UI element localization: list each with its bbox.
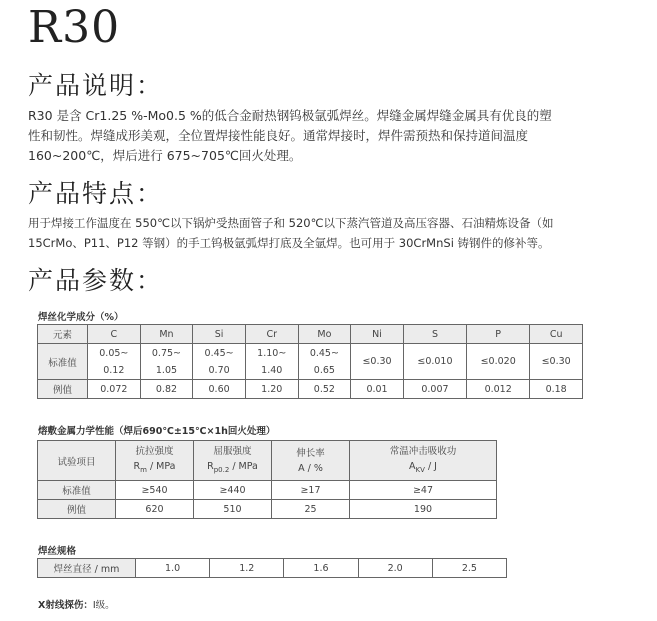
table-cell: ≤0.020 (467, 344, 530, 380)
chemistry-header-row (38, 325, 583, 344)
mechanics-std-row (38, 481, 497, 500)
description-line: 性和韧性。焊缝成形美观，全位置焊接性能良好。通常焊接时，焊件需预热和保持道间温度 (28, 128, 529, 143)
table-cell: Si (193, 325, 246, 344)
spec-row (38, 559, 507, 578)
cell-line: 0.65 (313, 364, 335, 376)
description-heading: 产品说明： (28, 71, 164, 100)
header-name: 屈服强度 (213, 445, 252, 457)
mechanics-table (37, 440, 497, 519)
table-cell: 0.82 (140, 380, 193, 399)
header-unit: A / % (298, 462, 323, 474)
cell-line: 0.45~ (204, 347, 234, 359)
table-cell (272, 441, 350, 481)
table-cell (245, 344, 298, 380)
table-cell (194, 441, 272, 481)
table-cell: ≥47 (350, 481, 497, 500)
table-cell: 1.0 (136, 559, 210, 578)
table-cell: P (467, 325, 530, 344)
header-name: 伸长率 (296, 447, 325, 459)
table-cell: 0.01 (351, 380, 404, 399)
chemistry-example-row (38, 380, 583, 399)
table-cell (298, 344, 351, 380)
product-title: R30 (28, 2, 121, 53)
table-cell: Mo (298, 325, 351, 344)
cell-line: 1.05 (155, 364, 178, 376)
spec-table (37, 558, 507, 578)
spec-title: 焊丝规格 (38, 546, 77, 557)
cell-line: 0.70 (208, 364, 230, 376)
chemistry-std-row (38, 344, 583, 380)
table-cell: Cu (530, 325, 583, 344)
table-cell: 620 (116, 500, 194, 519)
chemistry-table (37, 324, 583, 399)
header-unit: $R_{p0.2}$ / MPa (207, 460, 258, 474)
table-cell: Cr (245, 325, 298, 344)
table-cell: 2.5 (432, 559, 506, 578)
table-cell: 焊丝直径 / mm (38, 559, 136, 578)
table-cell: Ni (351, 325, 404, 344)
table-cell: 标准值 (38, 481, 116, 500)
table-cell (116, 441, 194, 481)
table-cell: S (403, 325, 466, 344)
xray-note (38, 597, 115, 611)
table-cell: 0.072 (88, 380, 141, 399)
header-name: 抗拉强度 (135, 445, 174, 457)
table-cell: 标准值 (38, 344, 88, 380)
table-cell: ≥17 (272, 481, 350, 500)
table-cell: 试验项目 (38, 441, 116, 481)
cell-line: 0.75~ (151, 347, 182, 359)
cell-line: 0.05~ (99, 347, 129, 359)
table-cell: 0.007 (403, 380, 466, 399)
chemistry-title: 焊丝化学成分（%） (38, 312, 124, 323)
mechanics-title: 熔敷金属力学性能（焊后690℃±15℃×1h回火处理） (38, 426, 276, 437)
table-cell: 510 (194, 500, 272, 519)
table-cell: 190 (350, 500, 497, 519)
mechanics-example-row (38, 500, 497, 519)
xray-label: X射线探伤： (38, 600, 93, 611)
table-cell: 0.52 (298, 380, 351, 399)
xray-value: Ⅰ级。 (92, 600, 115, 611)
table-cell: C (88, 325, 141, 344)
table-cell: ≤0.30 (351, 344, 404, 380)
features-line: 15CrMo、P11、P12 等钢）的手工钨极氩弧焊打底及全氩焊。也可用于 30CrMnSi 铸钢件的修补等。 (28, 236, 550, 250)
header-unit: $A_{KV}$ / J (409, 460, 437, 474)
mechanics-header-row (38, 441, 497, 481)
description-text (28, 106, 638, 166)
table-cell: ≥440 (194, 481, 272, 500)
table-cell: 0.18 (530, 380, 583, 399)
table-cell (350, 441, 497, 481)
table-cell (193, 344, 246, 380)
features-heading: 产品特点： (28, 179, 164, 208)
features-line: 用于焊接工作温度在 550℃以下锅炉受热面管子和 520℃以下蒸汽管道及高压容器、石油精炼设备（如 (28, 216, 554, 230)
cell-line: 0.45~ (309, 347, 339, 359)
table-cell: 例值 (38, 380, 88, 399)
table-cell: 1.20 (245, 380, 298, 399)
table-cell: 0.012 (467, 380, 530, 399)
table-cell (140, 344, 193, 380)
table-cell: ≤0.30 (530, 344, 583, 380)
table-cell (88, 344, 141, 380)
table-cell: 1.2 (210, 559, 284, 578)
cell-line: 1.10~ (257, 347, 287, 359)
header-unit: $R_m$ / MPa (133, 460, 176, 474)
header-name: 常温冲击吸收功 (389, 445, 457, 457)
description-line: R30 是含 Cr1.25 %-Mo0.5 %的低合金耐热钢钨极氩弧焊丝。焊缝金属焊缝金属具有优良的塑 (28, 108, 552, 123)
table-cell: 例值 (38, 500, 116, 519)
features-text (28, 213, 638, 253)
cell-line: 0.12 (103, 364, 125, 376)
table-cell: 25 (272, 500, 350, 519)
table-cell: ≤0.010 (403, 344, 466, 380)
table-cell: ≥540 (116, 481, 194, 500)
description-line: 160~200℃，焊后进行 675~705℃回火处理。 (28, 148, 302, 163)
cell-line: 1.40 (261, 364, 283, 376)
table-cell: 1.6 (284, 559, 358, 578)
table-cell: 元素 (38, 325, 88, 344)
table-cell: Mn (140, 325, 193, 344)
params-heading: 产品参数： (28, 266, 164, 295)
table-cell: 2.0 (358, 559, 432, 578)
table-cell: 0.60 (193, 380, 246, 399)
